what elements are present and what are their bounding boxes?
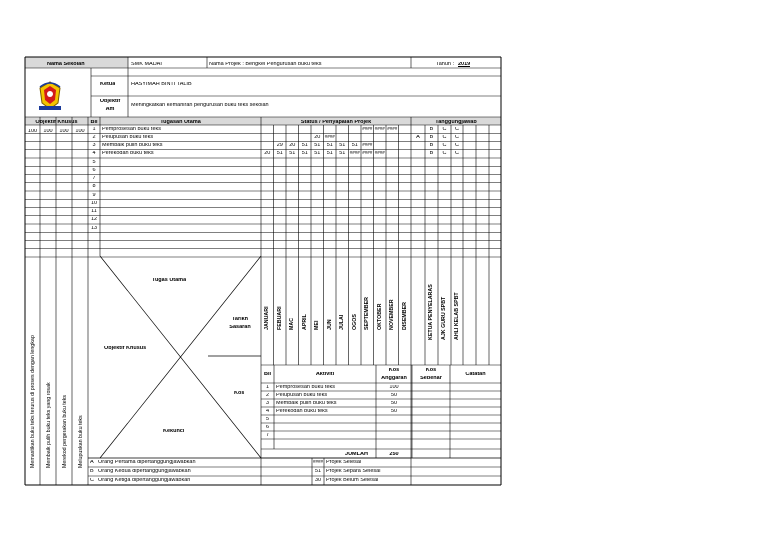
task-responsibility: B: [429, 134, 434, 140]
task-bil: 5: [92, 159, 96, 165]
activity-bil: 2: [265, 392, 270, 398]
ok-value: 100: [59, 129, 69, 134]
task-status-value: ####: [362, 143, 373, 147]
legend-code: 51: [314, 469, 322, 474]
task-bil: 12: [90, 217, 98, 223]
diagram-bottom-label: Kekunci: [163, 429, 185, 434]
legend-text: Orang Kedua dipertanggungjawabkan: [98, 469, 191, 474]
task-bil: 11: [91, 209, 97, 214]
project-title: Nama Projek : Bengkel Pengurusan buku teks: [209, 62, 322, 67]
role-label: KETUA PENYELARAS: [428, 284, 434, 340]
act-kos-sebenar-2: Sebenar: [420, 376, 442, 381]
task-status-value: 20: [264, 151, 271, 157]
task-status-value: 29: [276, 143, 283, 148]
activity-bil: 4: [265, 408, 270, 414]
act-kos-anggaran-1: Kos: [388, 368, 400, 373]
objektif-am-label-2: Am: [105, 107, 115, 112]
ok-value: 100: [43, 129, 53, 134]
task-responsibility: C: [442, 143, 447, 148]
school-name: SMK MADAI: [131, 62, 162, 67]
task-bil: 7: [92, 176, 96, 181]
task-status-value: 51: [339, 143, 346, 148]
activity-bil: 5: [265, 416, 270, 422]
task-responsibility: C: [455, 143, 459, 148]
month-label: NOVEMBER: [389, 299, 395, 330]
activity-name: Pelupusan buku teks: [276, 392, 328, 398]
month-label: JANUARI: [264, 306, 270, 330]
task-bil: 10: [90, 200, 98, 206]
month-label: JULAI: [339, 314, 345, 330]
objektif-am-label-1: Objektif: [99, 99, 121, 104]
task-status-value: 20: [314, 134, 321, 140]
legend-status: Projek Selesai: [326, 460, 362, 465]
act-kos-anggaran-2: Anggaran: [381, 376, 407, 381]
ok-value: 100: [75, 129, 85, 134]
task-bil: 8: [92, 184, 96, 190]
activity-kos: 50: [390, 400, 398, 406]
activity-bil: 1: [265, 384, 270, 390]
task-bil: 4: [92, 151, 96, 157]
year-label: Tahun :: [436, 62, 455, 67]
activity-kos: 50: [390, 392, 398, 398]
ketua-label: Ketua: [100, 82, 116, 87]
task-bil: 3: [92, 143, 96, 148]
legend-text: Orang Ketiga dipertanggungjawabkan: [98, 478, 191, 483]
task-name: Pemprosesan buku teks: [102, 126, 162, 132]
act-kos-sebenar-1: Kos: [425, 368, 437, 373]
task-name: Membaik pulih buku teks: [102, 143, 163, 148]
col-bil: Bil: [90, 120, 98, 125]
task-status-value: 51: [301, 143, 308, 148]
task-name: Perekodan buku teks: [102, 151, 154, 157]
activity-name: Membaik pulih buku teks: [276, 400, 337, 406]
legend-code: 30: [314, 478, 322, 483]
task-responsibility: C: [455, 126, 459, 132]
act-bil-label: Bil: [263, 372, 272, 377]
task-status-value: 51: [314, 151, 321, 157]
activity-name: Perekodan buku teks: [276, 408, 328, 414]
activity-name: Pemprosesan buku teks: [276, 384, 336, 390]
task-status-value: ####: [374, 151, 385, 156]
task-role-a: A: [416, 134, 420, 140]
task-status-value: 51: [314, 143, 321, 148]
diagram-right-label-2: Sasaran: [229, 325, 251, 330]
col-objektif-khusus: Objektif Khusus: [35, 120, 78, 125]
legend-key: C: [90, 478, 94, 483]
task-responsibility: C: [455, 151, 459, 157]
diagram-top-label: Tugas Utama: [152, 278, 187, 283]
month-label: APRIL: [301, 314, 308, 330]
task-status-value: 51: [351, 143, 358, 148]
diagram-right-label-1: Tarikh: [231, 317, 249, 322]
task-status-value: ####: [362, 151, 373, 156]
objektif-am-text: Meningkatkan kemahiran pengurusan buku teks sekolah: [131, 103, 269, 108]
ok-vertical-label: Merekod pergerakan buku teks: [62, 394, 68, 468]
task-status-value: ####: [374, 126, 385, 131]
month-label: JUN: [326, 319, 333, 330]
col-status: Status / Penyapaian Projek: [300, 120, 372, 125]
task-responsibility: C: [442, 126, 447, 132]
legend-key: A: [90, 460, 94, 465]
month-label: MAC: [289, 317, 295, 330]
task-status-value: ####: [349, 151, 360, 156]
diagram-left-label: Objektif Khusus: [104, 346, 147, 351]
col-tugasan-utama: Tugasan Utama: [160, 120, 201, 125]
diagram-kos-label: Kos: [234, 391, 245, 396]
activity-bil: 6: [265, 424, 270, 430]
year-value: 2019: [458, 62, 471, 67]
month-label: OGOS: [351, 314, 358, 330]
task-bil: 1: [92, 126, 96, 132]
task-responsibility: C: [442, 134, 447, 140]
legend-code: ####: [312, 460, 323, 464]
ok-vertical-label: Melupuskan buku teks: [78, 415, 84, 468]
activity-kos: 100: [389, 384, 399, 390]
activity-bil: 7: [265, 432, 270, 438]
legend-status: Projek Separa Selesai: [326, 469, 381, 474]
activity-kos: 50: [390, 408, 398, 414]
task-name: Pelupusan buku teks: [102, 134, 154, 140]
task-status-value: ####: [324, 134, 335, 139]
task-responsibility: B: [429, 143, 434, 148]
task-status-value: ####: [362, 126, 373, 131]
ok-value: 100: [27, 129, 38, 134]
task-responsibility: C: [442, 151, 447, 157]
ok-vertical-label: Memastikan buku teks terurus di proses dengan lengkap: [30, 335, 36, 468]
task-status-value: ####: [387, 126, 398, 131]
legend-key: B: [90, 469, 94, 474]
task-responsibility: C: [455, 134, 459, 140]
task-status-value: 51: [326, 143, 333, 148]
task-bil: 9: [92, 192, 96, 198]
jumlah-label: JUMLAH: [345, 452, 368, 457]
task-bil: 6: [92, 167, 96, 173]
school-label: Nama Sekolah: [47, 62, 85, 67]
act-aktiviti-label: Aktiviti: [315, 372, 335, 377]
task-responsibility: B: [429, 151, 434, 157]
activity-bil: 3: [265, 400, 270, 406]
col-tanggungjawab: Tanggungjawab: [435, 120, 477, 125]
legend-text: Orang Pertama dipertanggungjawabkan: [98, 460, 196, 465]
ok-vertical-label: Membaik pulih buku teks yang rosak: [46, 382, 52, 468]
task-status-value: 51: [326, 151, 333, 157]
month-label: OKTOBER: [376, 303, 383, 330]
task-status-value: 51: [339, 151, 346, 157]
task-status-value: 51: [276, 151, 283, 157]
task-status-value: 20: [289, 143, 296, 148]
task-bil: 2: [92, 134, 96, 140]
act-catatan-label: Catatan: [465, 372, 486, 377]
month-label: SEPTEMBER: [364, 297, 370, 330]
month-label: MEI: [314, 320, 320, 330]
month-label: DISEMBER: [401, 302, 408, 330]
month-label: FEBUARI: [276, 306, 283, 330]
legend-status: Projek Belum Selesai: [326, 478, 379, 483]
task-bil: 13: [90, 225, 98, 231]
role-label: AHLI KELAB SPBT: [454, 292, 460, 340]
school-crest-icon: [37, 79, 63, 113]
task-status-value: 51: [289, 151, 296, 157]
role-label: AJK GURU SPBT: [441, 296, 447, 340]
task-status-value: 51: [301, 151, 308, 157]
jumlah-value: 250: [389, 452, 399, 457]
task-responsibility: B: [429, 126, 434, 132]
ketua-name: HASYIMAH BINTI TALIB: [131, 82, 192, 87]
